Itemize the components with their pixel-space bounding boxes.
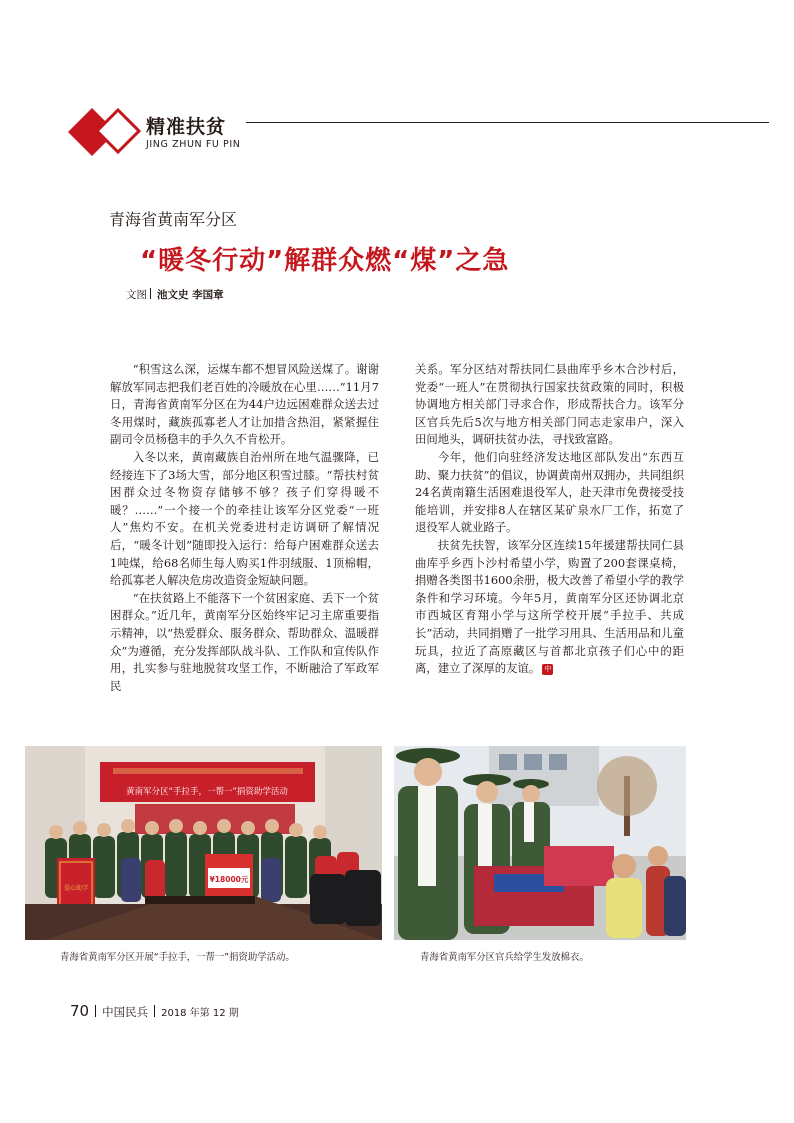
- body-paragraph: 今年，他们向驻经济发达地区部队发出“东西互助、聚力扶贫”的倡议，协调黄南州双拥办，共同组织24名黄南籍生活困难退役军人，赴天津市免费接受技能培训，并安排8人在辖区某矿泉水厂工作，拓宽了退役军人就业路子。: [415, 449, 684, 535]
- board-text: ¥18000元: [209, 875, 249, 884]
- section-logo-diamonds: [66, 106, 146, 158]
- body-paragraph: 入冬以来，黄南藏族自治州所在地气温骤降，已经接连下了3场大雪，部分地区积雪过膝。“帮扶村贫困群众过冬物资存储够不够？孩子们穿得暖不暖？……”一个接一个的牵挂让该军分区党委“一班人”焦灼不安。在机关党委进村走访调研了解情况后，“暖冬计划”随即投入运行：给每户困难群众送去1吨煤，给68名师生每人购买1件羽绒服、1顶棉帽，给孤寡老人解决危房改造资金短缺问题。: [110, 449, 379, 588]
- body-paragraph: “积雪这么深，运煤车都不想冒风险送煤了。谢谢解放军同志把我们老百姓的冷暖放在心里……”11月7日，青海省黄南军分区在为44户边远困难群众送去过冬用煤时，藏族孤寡老人才让加措含热泪，紧紧握住副司令员杨稳丰的手久久不肯松开。: [110, 362, 379, 447]
- article-headline: “暖冬行动”解群众燃“煤”之急: [140, 246, 510, 276]
- banner-text: 黄南军分区“手拉手，一帮一”捐资助学活动: [126, 787, 288, 797]
- pennant-text: 爱心助学: [63, 885, 89, 892]
- article-organization: 青海省黄南军分区: [109, 210, 238, 229]
- article-byline: [126, 287, 224, 302]
- issue-label: 2018 年第 12 期: [161, 1008, 239, 1019]
- footer-divider: [154, 1005, 155, 1017]
- section-subtitle: JING ZHUN FU PIN: [146, 139, 241, 150]
- photo-donation-event: [25, 746, 382, 940]
- footer-divider: [95, 1005, 96, 1017]
- article-column-right: [415, 361, 684, 678]
- article-end-mark-icon: 中: [544, 665, 552, 674]
- photo-caption-1: 青海省黄南军分区开展“手拉手，一帮一”捐资助学活动。: [60, 952, 295, 963]
- byline-separator: [150, 288, 151, 299]
- page-footer: [70, 1002, 239, 1020]
- article-column-left: [110, 361, 379, 695]
- body-paragraph: “在扶贫路上不能落下一个贫困家庭、丢下一个贫困群众。”近几年，黄南军分区始终牢记习主席重要指示精神，以“热爱群众、服务群众、帮助群众、温暖群众”为遵循，充分发挥部队战斗队、工作队和宣传队作用，扎实参与驻地脱贫攻坚工作，不断融洽了军政军民: [110, 590, 379, 693]
- body-paragraph-text: 扶贫先扶智，该军分区连续15年援建帮扶同仁县曲库乎乡西卜沙村希望小学，购置了200套课桌椅，捐赠各类图书1600余册，极大改善了希望小学的教学条件和学习环境。今年5月，黄南军分区还协调北京市西城区育翔小学与这所学校开展“手拉手、共成长”活动，共同捐赠了一批学习用具、生活用品和儿童玩具，拉近了高原藏区与首都北京孩子们心中的距离，建立了深厚的友谊。: [415, 537, 684, 676]
- photo-caption-2: 青海省黄南军分区官兵给学生发放棉衣。: [420, 952, 589, 963]
- byline-label: 文图: [126, 289, 147, 301]
- photo-coat-distribution: [394, 746, 686, 940]
- page-number: 70: [70, 1002, 90, 1020]
- byline-authors: 池文史 李国章: [157, 289, 224, 301]
- magazine-name: 中国民兵: [102, 1005, 149, 1019]
- section-title: 精准扶贫: [146, 116, 227, 138]
- section-divider: [246, 122, 769, 123]
- body-paragraph-last: [415, 537, 684, 678]
- body-paragraph-continuation: 关系。军分区结对帮扶同仁县曲库乎乡木合沙村后，党委“一班人”在贯彻执行国家扶贫政策的同时，积极协调地方相关部门寻求合作，形成帮扶合力。该军分区官兵先后5次与地方相关部门同志走家串户，深入田间地头，调研扶贫办法，寻找致富路。: [415, 362, 684, 447]
